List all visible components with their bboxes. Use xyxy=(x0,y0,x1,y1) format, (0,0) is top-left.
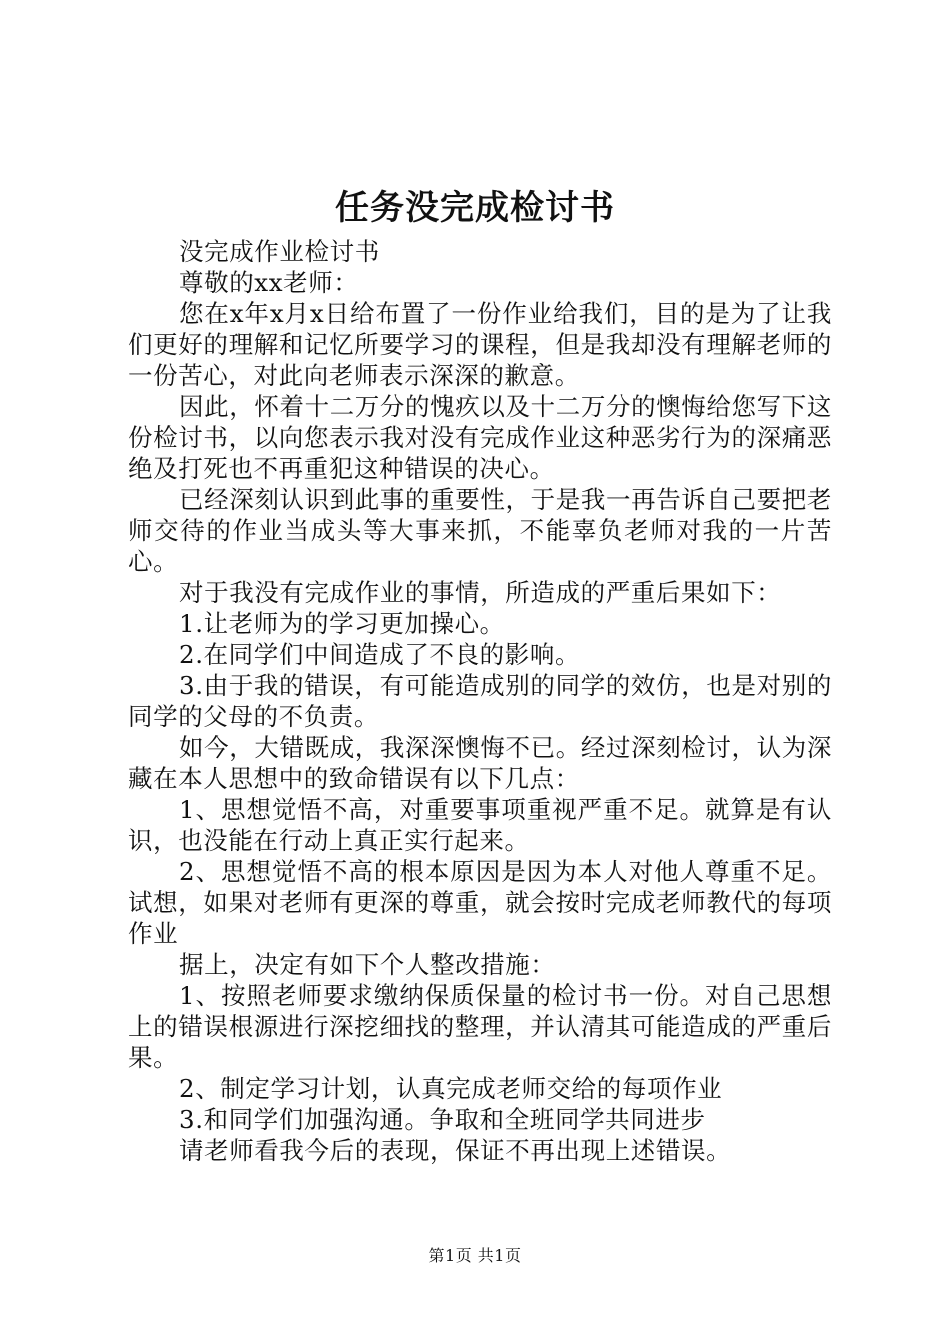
paragraph: 2、思想觉悟不高的根本原因是因为本人对他人尊重不足。试想，如果对老师有更深的尊重，就会按时完成老师教代的每项作业 xyxy=(128,857,832,948)
paragraph: 1、思想觉悟不高，对重要事项重视严重不足。就算是有认识，也没能在行动上真正实行起来。 xyxy=(128,795,832,855)
paragraph: 3.和同学们加强沟通。争取和全班同学共同进步 xyxy=(179,1105,706,1134)
paragraph: 因此，怀着十二万分的愧疚以及十二万分的懊悔给您写下这份检讨书，以向您表示我对没有完成作业这种恶劣行为的深痛恶绝及打死也不再重犯这种错误的决心。 xyxy=(128,392,832,483)
page-footer: 第1页 共1页 xyxy=(428,1246,522,1265)
paragraph: 1、按照老师要求缴纳保质保量的检讨书一份。对自己思想上的错误根源进行深挖细找的整理，并认清其可能造成的严重后果。 xyxy=(128,981,832,1072)
document-title: 任务没完成检讨书 xyxy=(335,188,615,228)
paragraph: 已经深刻认识到此事的重要性，于是我一再告诉自己要把老师交待的作业当成头等大事来抓，不能辜负老师对我的一片苦心。 xyxy=(128,485,832,576)
paragraph: 据上，决定有如下个人整改措施： xyxy=(179,950,556,979)
paragraph: 3.由于我的错误，有可能造成别的同学的效仿，也是对别的同学的父母的不负责。 xyxy=(128,671,832,731)
paragraph: 如今，大错既成，我深深懊悔不已。经过深刻检讨，认为深藏在本人思想中的致命错误有以下几点： xyxy=(128,733,832,793)
paragraph: 没完成作业检讨书 xyxy=(179,237,380,266)
paragraph: 1.让老师为的学习更加操心。 xyxy=(179,609,505,638)
paragraph: 2、制定学习计划，认真完成老师交给的每项作业 xyxy=(179,1074,723,1103)
paragraph: 2.在同学们中间造成了不良的影响。 xyxy=(179,640,581,669)
paragraph: 请老师看我今后的表现，保证不再出现上述错误。 xyxy=(179,1136,732,1165)
paragraph: 您在x年x月x日给布置了一份作业给我们，目的是为了让我们更好的理解和记忆所要学习的课程，但是我却没有理解老师的一份苦心，对此向老师表示深深的歉意。 xyxy=(128,299,832,390)
document-body xyxy=(128,236,832,1166)
paragraph: 尊敬的xx老师： xyxy=(179,268,359,297)
paragraph: 对于我没有完成作业的事情，所造成的严重后果如下： xyxy=(179,578,782,607)
